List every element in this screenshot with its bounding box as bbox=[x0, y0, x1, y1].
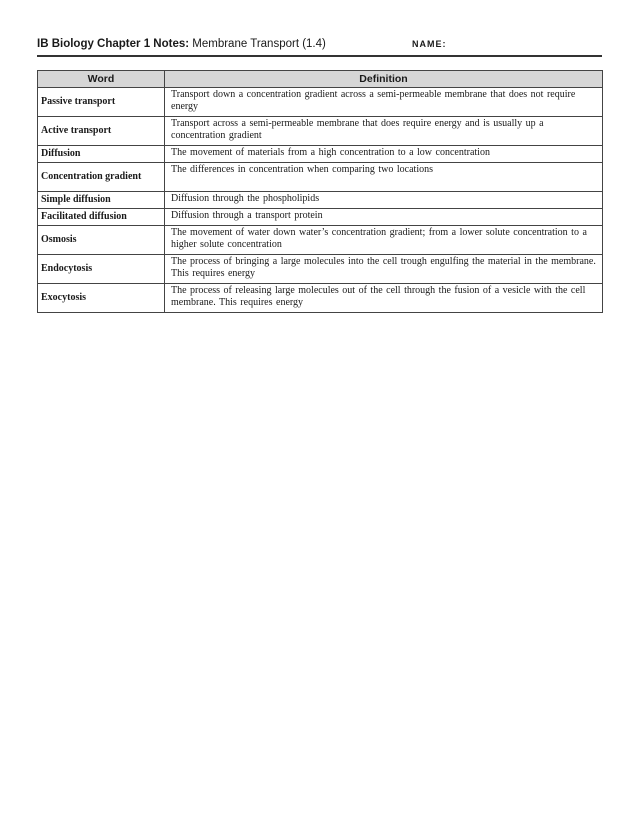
column-header-definition: Definition bbox=[165, 71, 603, 88]
table-row bbox=[38, 88, 603, 117]
term-cell: Simple diffusion bbox=[38, 192, 165, 209]
definition-cell: Transport across a semi-permeable membrane that does require energy and is usually up a concentration gradient bbox=[165, 117, 603, 146]
term-cell: Passive transport bbox=[38, 88, 165, 117]
term-cell: Endocytosis bbox=[38, 255, 165, 284]
definition-cell: The process of bringing a large molecules into the cell trough engulfing the material in the membrane. This requires energy bbox=[165, 255, 603, 284]
table-row bbox=[38, 209, 603, 226]
table-row bbox=[38, 255, 603, 284]
table-row bbox=[38, 117, 603, 146]
header-title-bold: IB Biology Chapter 1 Notes: bbox=[37, 38, 190, 50]
page-header bbox=[37, 38, 602, 55]
term-cell: Diffusion bbox=[38, 146, 165, 163]
table-row bbox=[38, 226, 603, 255]
term-cell: Active transport bbox=[38, 117, 165, 146]
definition-cell: Transport down a concentration gradient across a semi-permeable membrane that does not require energy bbox=[165, 88, 603, 117]
table-row bbox=[38, 284, 603, 313]
definition-cell: The movement of materials from a high concentration to a low concentration bbox=[165, 146, 603, 163]
term-cell: Exocytosis bbox=[38, 284, 165, 313]
header-title-rest: Membrane Transport (1.4) bbox=[189, 38, 326, 50]
term-cell: Concentration gradient bbox=[38, 163, 165, 192]
vocabulary-table bbox=[37, 70, 603, 313]
name-label: NAME: bbox=[412, 39, 447, 49]
definition-cell: The differences in concentration when comparing two locations bbox=[165, 163, 603, 192]
table-row bbox=[38, 163, 603, 192]
definition-cell: Diffusion through the phospholipids bbox=[165, 192, 603, 209]
definition-cell: The process of releasing large molecules out of the cell through the fusion of a vesicle with the cell membrane. This requires energy bbox=[165, 284, 603, 313]
table-header-row bbox=[38, 71, 603, 88]
term-cell: Osmosis bbox=[38, 226, 165, 255]
header-rule bbox=[37, 55, 602, 57]
definition-cell: The movement of water down water’s concentration gradient; from a lower solute concentration to a higher solute concentration bbox=[165, 226, 603, 255]
table-row bbox=[38, 192, 603, 209]
definition-cell: Diffusion through a transport protein bbox=[165, 209, 603, 226]
table-row bbox=[38, 146, 603, 163]
column-header-word: Word bbox=[38, 71, 165, 88]
term-cell: Facilitated diffusion bbox=[38, 209, 165, 226]
